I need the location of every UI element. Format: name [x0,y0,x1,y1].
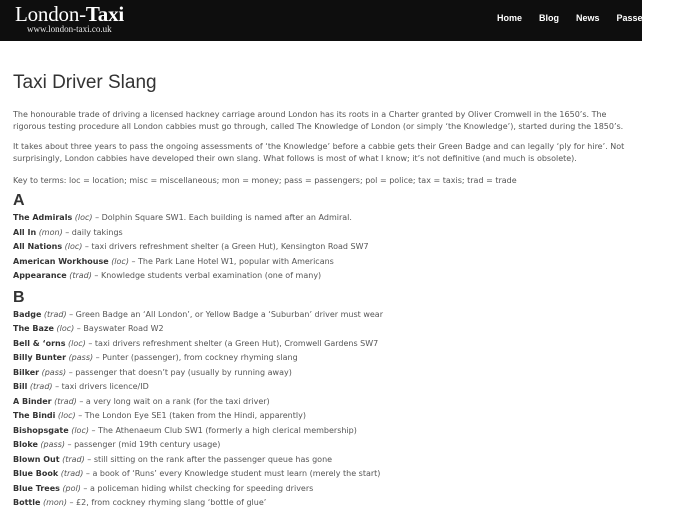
term-word: All Nations [13,242,63,251]
term-category: (loc) [68,338,86,348]
nav-link-passengers[interactable]: Passengers [616,13,668,23]
glossary-entry [13,308,635,323]
section-letter: A [13,192,25,209]
term-definition: – a book of ‘Runs’ every Knowledge student must learn (merely the start) [83,469,381,478]
term-category: (loc) [71,425,89,435]
term-category: (trad) [69,271,92,280]
logo-bold-text: Taxi [85,2,125,26]
term-category: (mon) [38,227,63,237]
term-word: Blue Trees [13,483,60,493]
glossary-entry [13,482,635,497]
glossary-entry [13,424,635,439]
term-definition: – passenger (mid 19th century usage) [64,440,221,449]
term-category: (pass) [41,367,67,377]
intro-paragraph-1: The honourable trade of driving a licensed hackney carriage around London has its roots in a Charter granted by Oliver Cromwell in the 1650’s. The rigorous testing procedure all London cabbies must go through, called The Knowledge of London (or simply ‘the Knowledge’), started during the 1850’s. [13,110,624,131]
term-definition: – taxi drivers refreshment shelter (a Green Hut), Kensington Road SW7 [82,242,369,251]
term-word: Bishopsgate [13,425,69,435]
term-definition: – a very long wait on a rank (for the taxi driver) [76,396,270,406]
glossary-entry [13,269,635,284]
nav-link-news[interactable]: News [576,13,600,23]
term-definition: – taxi drivers licence/ID [52,382,149,391]
page-title: Taxi Driver Slang [13,72,157,93]
term-definition: – daily takings [62,227,123,237]
term-category: (mon) [42,498,67,507]
term-word: Bell & ‘orns [13,338,66,348]
term-word: Bloke [13,440,38,449]
glossary-entry [13,496,635,511]
term-word: Billy Bunter [13,353,67,362]
term-word: Appearance [13,271,67,280]
term-definition: – a policeman hiding whilst checking for speeding drivers [80,483,314,493]
term-word: American Workhouse [13,256,109,266]
term-definition: – £2, from cockney rhyming slang ‘bottle of glue’ [66,498,267,507]
glossary-entry [13,438,635,453]
term-definition: – still sitting on the rank after the passenger queue has gone [84,454,333,464]
term-definition: – The London Eye SE1 (taken from the Hindi, apparently) [75,411,306,420]
logo-wordmark [15,3,124,25]
term-category: (loc) [74,213,93,222]
term-word: Blue Book [13,469,59,478]
term-word: The Bindi [13,411,56,420]
term-definition: – Dolphin Square SW1. Each building is named after an Admiral. [92,213,352,222]
term-category: (loc) [57,411,76,420]
term-word: Bottle [13,498,41,507]
term-definition: – Punter (passenger), from cockney rhyming slang [93,353,298,362]
key-to-terms: Key to terms: loc = location; misc = miscellaneous; mon = money; pass = passengers; pol = police; tax = taxis; trad = trade [13,176,517,185]
term-definition: – The Athenaeum Club SW1 (formerly a high clerical membership) [88,425,357,435]
article-content [13,72,635,511]
term-definition: – Green Badge an ‘All London’, or Yellow Badge a ‘Suburban’ driver must wear [66,309,383,319]
term-definition: – Bayswater Road W2 [74,324,164,333]
term-word: The Admirals [13,213,73,222]
top-navigation-bar [0,0,668,41]
glossary-entry [13,337,635,352]
logo-url-text: www.london-taxi.co.uk [27,24,112,34]
term-category: (pol) [62,483,81,493]
term-category: (trad) [62,454,85,464]
nav-link-blog[interactable]: Blog [539,13,560,23]
glossary-entry [13,211,635,226]
nav-link-home[interactable]: Home [497,13,523,23]
term-category: (loc) [111,256,129,266]
term-definition: – taxi drivers refreshment shelter (a Green Hut), Cromwell Gardens SW7 [85,338,379,348]
term-word: Bill [13,382,28,391]
glossary-entry [13,351,635,366]
glossary-entry [13,453,635,468]
glossary-entry [13,240,635,255]
term-category: (loc) [64,242,83,251]
glossary-entry [13,467,635,482]
term-word: Blown Out [13,454,60,464]
site-logo[interactable] [15,3,124,34]
term-word: All In [13,227,37,237]
intro-paragraph-2: It takes about three years to pass the ongoing assessments of ‘the Knowledge’ before a cabbie gets their Green Badge and can legally ‘ply for hire’. Not surprisingly, London cabbies have developed their own slang. What follows is most of what I know; it’s not definitive (and much is obsolete). [13,142,625,163]
term-category: (trad) [54,396,77,406]
glossary-entry [13,322,635,337]
term-definition: – Knowledge students verbal examination (one of many) [91,271,322,280]
logo-light-text: London- [15,2,86,26]
glossary-entry [13,409,635,424]
term-category: (pass) [68,353,94,362]
term-category: (pass) [40,440,65,449]
term-category: (trad) [43,309,67,319]
term-definition: – passenger that doesn’t pay (usually by running away) [66,367,292,377]
section-letter: B [13,288,25,306]
term-category: (trad) [60,469,84,478]
term-category: (trad) [29,382,53,391]
term-word: Bilker [13,367,40,377]
glossary-entry [13,395,635,410]
term-word: Badge [13,309,42,319]
glossary-entry [13,366,635,381]
glossary-entry [13,380,635,395]
main-nav [497,13,684,24]
glossary-entry [13,255,635,270]
term-word: The Baze [13,324,54,333]
term-category: (loc) [56,324,75,333]
term-word: A Binder [13,396,52,406]
term-definition: – The Park Lane Hotel W1, popular with Americans [128,256,334,266]
term-list [13,308,635,511]
glossary-entry [13,226,635,241]
term-list [13,211,635,284]
glossary-sections [13,192,635,511]
